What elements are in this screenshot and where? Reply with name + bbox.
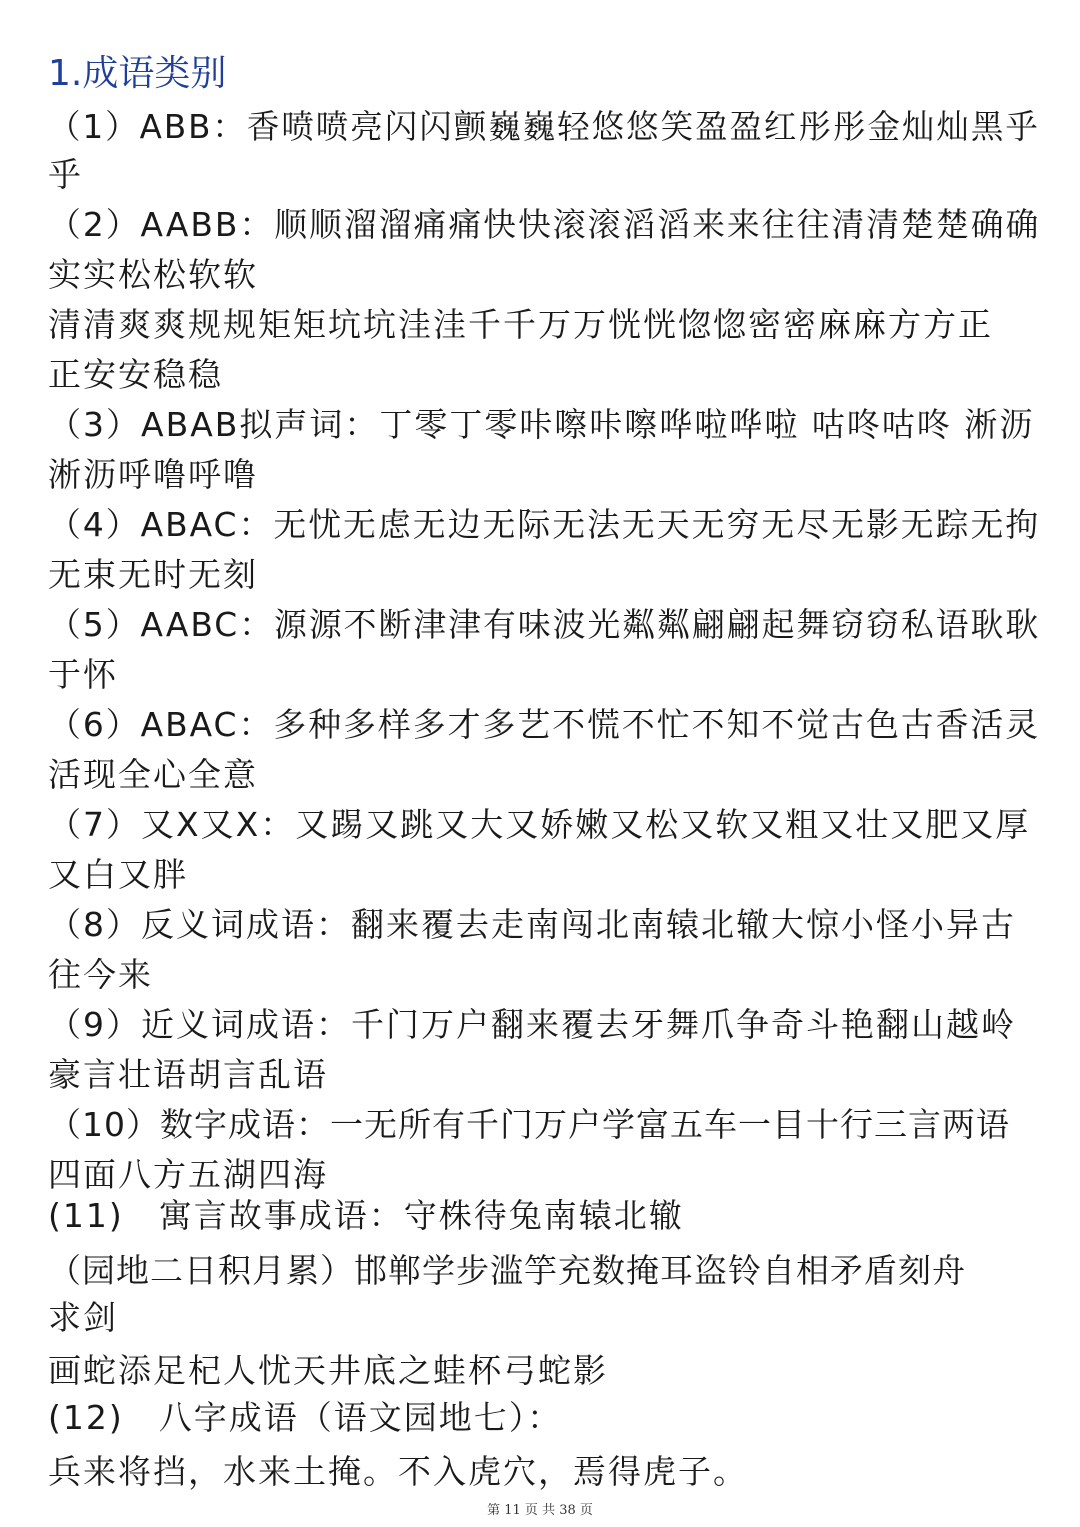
text-line: 正安安稳稳 — [48, 355, 223, 394]
text-line: （5）AABC：源源不断津津有味波光粼粼翩翩起舞窃窃私语耿耿 — [48, 605, 1041, 644]
text-line: 无束无时无刻 — [48, 555, 258, 594]
text-line: 活现全心全意 — [48, 755, 258, 794]
section-heading: 1.成语类别 — [48, 53, 227, 94]
text-line: 往今来 — [48, 955, 153, 994]
text-line: （6）ABAC：多种多样多才多艺不慌不忙不知不觉古色古香活灵 — [48, 705, 1041, 744]
text-line: （4）ABAC：无忧无虑无边无际无法无天无穷无尽无影无踪无拘 — [48, 505, 1041, 544]
text-line: (11) 寓言故事成语：守株待兔南辕北辙 — [48, 1196, 684, 1235]
text-line: （1）ABB：香喷喷亮闪闪颤巍巍轻悠悠笑盈盈红彤彤金灿灿黑乎 — [48, 107, 1040, 146]
text-line: 又白又胖 — [48, 855, 188, 894]
text-line: （2）AABB：顺顺溜溜痛痛快快滚滚滔滔来来往往清清楚楚确确 — [48, 205, 1041, 244]
text-line: 画蛇添足杞人忧天井底之蛙杯弓蛇影 — [48, 1351, 608, 1390]
text-line: 实实松松软软 — [48, 255, 258, 294]
text-line: （9）近义词成语：千门万户翻来覆去牙舞爪争奇斗艳翻山越岭 — [48, 1005, 1016, 1044]
text-line: 清清爽爽规规矩矩坑坑洼洼千千万万恍恍惚惚密密麻麻方方正 — [48, 305, 993, 344]
text-line: (12) 八字成语（语文园地七）： — [48, 1398, 563, 1437]
text-line: （8）反义词成语：翻来覆去走南闯北南辕北辙大惊小怪小异古 — [48, 905, 1016, 944]
text-line: 四面八方五湖四海 — [48, 1155, 328, 1194]
text-line: （7）又X又X：又踢又跳又大又娇嫩又松又软又粗又壮又肥又厚 — [48, 805, 1031, 844]
text-line: （10）数字成语：一无所有千门万户学富五车一目十行三言两语 — [48, 1105, 1010, 1144]
page-number-footer: 第 11 页 共 38 页 — [487, 1503, 593, 1518]
text-line: 豪言壮语胡言乱语 — [48, 1055, 328, 1094]
text-line: 乎 — [48, 155, 83, 194]
text-line: （园地二日积月累）邯郸学步滥竽充数掩耳盗铃自相矛盾刻舟 — [48, 1251, 966, 1290]
text-line: 求剑 — [48, 1298, 118, 1337]
text-line: 于怀 — [48, 655, 118, 694]
text-line: 兵来将挡，水来土掩。不入虎穴，焉得虎子。 — [48, 1452, 748, 1491]
text-line: 淅沥呼噜呼噜 — [48, 455, 258, 494]
text-line: （3）ABAB拟声词：丁零丁零咔嚓咔嚓哗啦哗啦 咕咚咕咚 淅沥 — [48, 405, 1035, 444]
